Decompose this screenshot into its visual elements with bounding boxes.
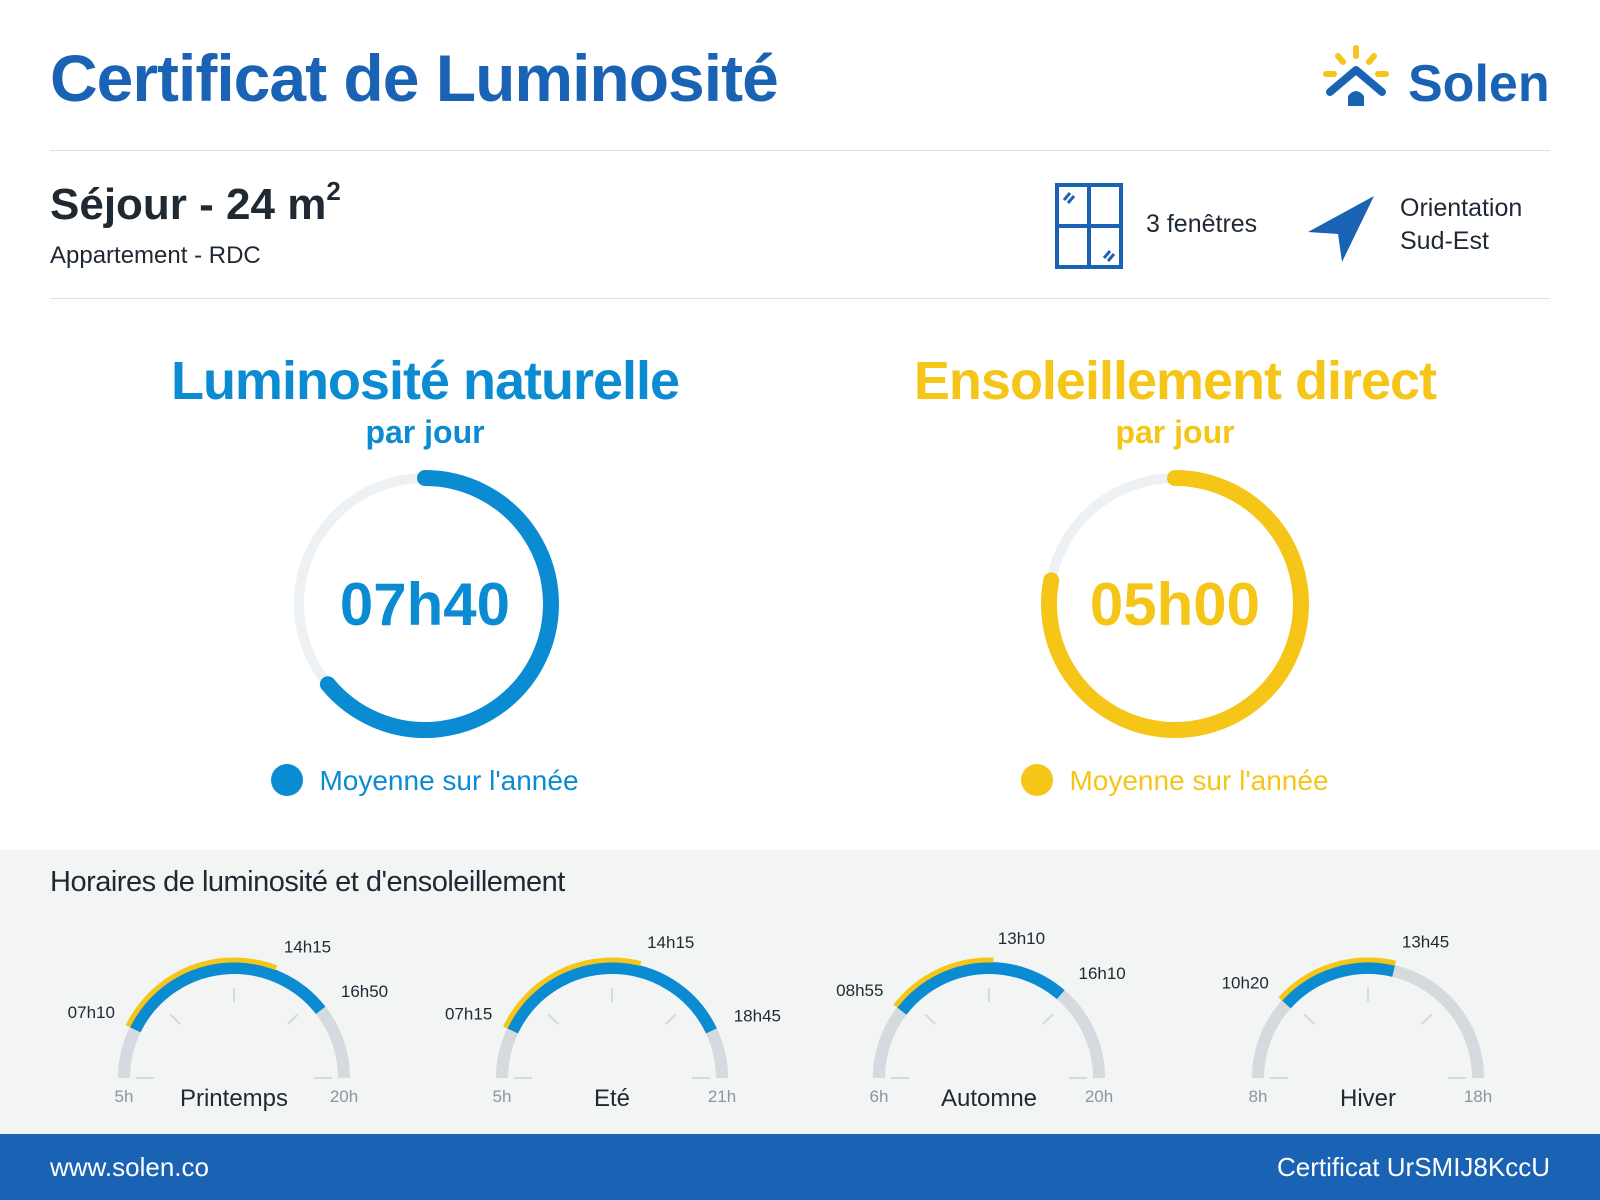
sun-end-label: 13h10 xyxy=(997,929,1046,949)
gauge-start-label: 8h xyxy=(1248,1087,1268,1106)
room-info xyxy=(50,176,341,269)
sun-end-label: 14h15 xyxy=(283,937,332,957)
metric-title: Luminosité naturelle xyxy=(170,351,680,411)
lum-start-label: 10h20 xyxy=(1221,973,1269,993)
divider xyxy=(50,150,1550,151)
orientation-label: Orientation xyxy=(1400,194,1523,222)
gauge-track xyxy=(124,968,344,1078)
season-name: Hiver xyxy=(1339,1085,1397,1112)
lum-start-label: 08h55 xyxy=(836,981,884,1001)
gauge-tick xyxy=(1043,1014,1053,1024)
gauge-tick xyxy=(925,1014,935,1024)
windows-count: 3 fenêtres xyxy=(1146,210,1258,238)
gauge-start-label: 6h xyxy=(869,1087,889,1106)
windows-feature xyxy=(1054,182,1274,272)
gauge-tick xyxy=(288,1014,298,1024)
orientation-text xyxy=(1400,192,1522,258)
gauge-end-label: 18h xyxy=(1463,1087,1493,1106)
sun-end-label: 13h45 xyxy=(1401,932,1450,952)
natural-light-metric xyxy=(125,350,725,810)
website-link[interactable]: www.solen.co xyxy=(50,1152,209,1182)
schedule-title: Horaires de luminosité et d'ensoleillement xyxy=(50,866,565,898)
metric-value: 05h00 xyxy=(1089,571,1261,638)
direct-sun-metric xyxy=(875,350,1475,810)
season-gauge xyxy=(68,938,388,1112)
gauge-tick xyxy=(548,1014,558,1024)
legend xyxy=(125,765,725,799)
lum-end-label: 18h45 xyxy=(733,1006,781,1026)
gauge-start-label: 5h xyxy=(492,1087,512,1106)
season-gauge xyxy=(445,933,781,1112)
gauge-tick xyxy=(1304,1014,1314,1024)
page-title: Certificat de Luminosité xyxy=(50,41,778,115)
solen-logo[interactable] xyxy=(1320,42,1550,112)
legend-label: Moyenne sur l'année xyxy=(1069,765,1329,796)
season-gauge xyxy=(1222,933,1493,1112)
lum-start-label: 07h10 xyxy=(67,1002,115,1022)
room-title: Séjour - 24 $m^2$ xyxy=(50,176,341,229)
orientation-value: Sud-Est xyxy=(1400,227,1489,255)
orientation-feature xyxy=(1304,190,1554,270)
lum-end-label: 16h50 xyxy=(340,982,389,1002)
room-subtitle: Appartement - RDC xyxy=(50,242,261,269)
sun-end-label: 14h15 xyxy=(647,932,695,952)
gauge-track xyxy=(502,968,722,1078)
gauge-track xyxy=(879,968,1099,1078)
divider xyxy=(50,298,1550,299)
metric-title: Ensoleillement direct xyxy=(913,351,1437,411)
window-icon xyxy=(1054,182,1124,272)
lum-end-label: 16h10 xyxy=(1078,963,1126,983)
gauge-tick xyxy=(1422,1014,1432,1024)
header xyxy=(50,40,1550,115)
brand-name: Solen xyxy=(1408,55,1550,113)
gauge-track xyxy=(1258,968,1478,1078)
season-name: Eté xyxy=(593,1085,631,1112)
sun-house-icon xyxy=(1320,42,1400,112)
luminosity-arc xyxy=(902,968,1061,1011)
certificate-id: Certificat UrSMIJ8KccU xyxy=(1276,1152,1550,1182)
legend-dot xyxy=(1021,764,1053,796)
luminosity-arc xyxy=(1286,968,1393,1004)
gauge-start-label: 5h xyxy=(114,1087,134,1106)
metric-subtitle: par jour xyxy=(1115,414,1235,450)
metric-value: 07h40 xyxy=(339,571,511,638)
metric-subtitle: par jour xyxy=(365,414,485,450)
legend xyxy=(875,765,1475,799)
lum-start-label: 07h15 xyxy=(445,1004,493,1024)
footer xyxy=(0,1134,1600,1200)
season-gauges xyxy=(0,850,1600,1134)
season-name: Printemps xyxy=(179,1085,289,1112)
season-name: Automne xyxy=(940,1085,1038,1112)
legend-dot xyxy=(271,764,303,796)
gauge-end-label: 20h xyxy=(329,1087,359,1106)
gauge-tick xyxy=(170,1014,180,1024)
gauge-end-label: 20h xyxy=(1084,1087,1114,1106)
legend-label: Moyenne sur l'année xyxy=(319,765,579,796)
gauge-end-label: 21h xyxy=(707,1087,737,1106)
gauge-tick xyxy=(666,1014,676,1024)
schedule-panel xyxy=(0,850,1600,1134)
season-gauge xyxy=(836,929,1126,1112)
navigation-arrow-icon xyxy=(1304,192,1376,264)
